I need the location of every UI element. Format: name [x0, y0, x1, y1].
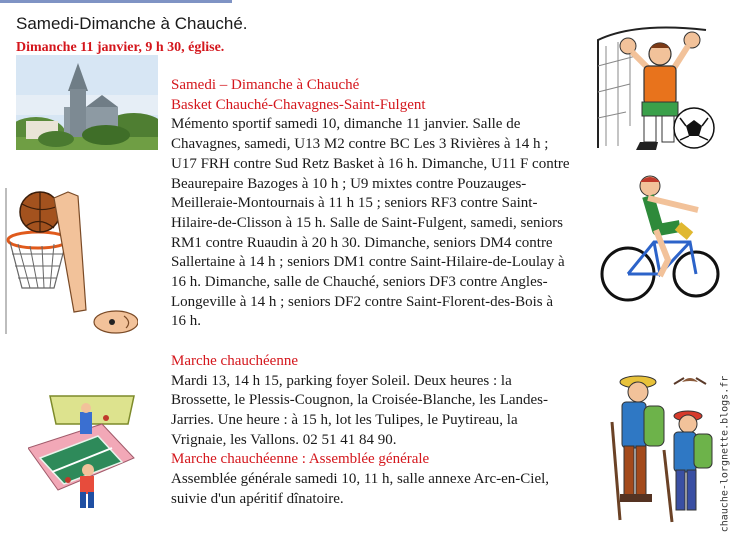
- assemblee-text: Assemblée générale samedi 10, 11 h, salle annexe Arc-en-Ciel, suivie d'un apéritif dînatoire.: [171, 471, 550, 507]
- cyclist-icon: [598, 172, 722, 310]
- event-line: Dimanche 11 janvier, 9 h 30, église.: [16, 40, 225, 55]
- section-heading: Samedi – Dimanche à Chauché: [171, 77, 360, 93]
- marche-heading: Marche chauchéenne: [171, 352, 299, 369]
- church-photo: [16, 55, 158, 150]
- assemblee-heading: Marche chauchéenne : Assemblée générale: [171, 451, 430, 468]
- watermark: [717, 375, 733, 533]
- basket-heading: Basket Chauché-Chavagnes-Saint-Fulgent: [171, 96, 426, 113]
- top-accent-bar: [0, 0, 232, 3]
- basketball-hoop-icon: [4, 188, 138, 334]
- basket-text: Mémento sportif samedi 10, dimanche 11 janvier. Salle de Chavagnes, samedi, U13 M2 contre BC Les 3 Rivières à 14 h ; U17 FRH contre Sud Retz Basket à 16 h. Dimanche, U11 F contre Beaurepaire Bazoges à 10 h ; U9 mixtes contre Pouzauges-Meilleraie-Montournais à 11 h 15 ; seniors RF3 contre Saint-Hilaire-de-Clisson à 15 h. Salle de Saint-Fulgent, samedi, seniors RM1 contre Ruaudin à 20 h 30. Dimanche, seniors DM4 contre Sallertaine à 14 h ; seniors DM1 contre Saint-Hilaire-de-Loulay à 16 h. Dimanche, salle de Chauché, seniors DF3 contre Angles-Longeville à 14 h ; seniors DF2 contre Saint-Florent-des-Bois à 16 h.: [171, 116, 570, 330]
- watermark-text: chauche-lorgnette.blogs.fr: [719, 375, 731, 533]
- paragraph-gap: [171, 332, 571, 352]
- article-content: [171, 76, 571, 509]
- hikers-icon: [598, 362, 718, 524]
- page-title: Samedi-Dimanche à Chauché.: [16, 14, 248, 33]
- goalkeeper-icon: [596, 16, 720, 162]
- marche-text: Mardi 13, 14 h 15, parking foyer Soleil. Deux heures : la Brossette, le Plessis-Cougnon, la Croisée-Blanche, les Landes-Jarries. Une heure : à 15 h, lot les Tulipes, le Puytireau, la Vrignaie, les Vallons. 02 51 41 84 90.: [171, 372, 549, 448]
- table-tennis-icon: [28, 394, 138, 512]
